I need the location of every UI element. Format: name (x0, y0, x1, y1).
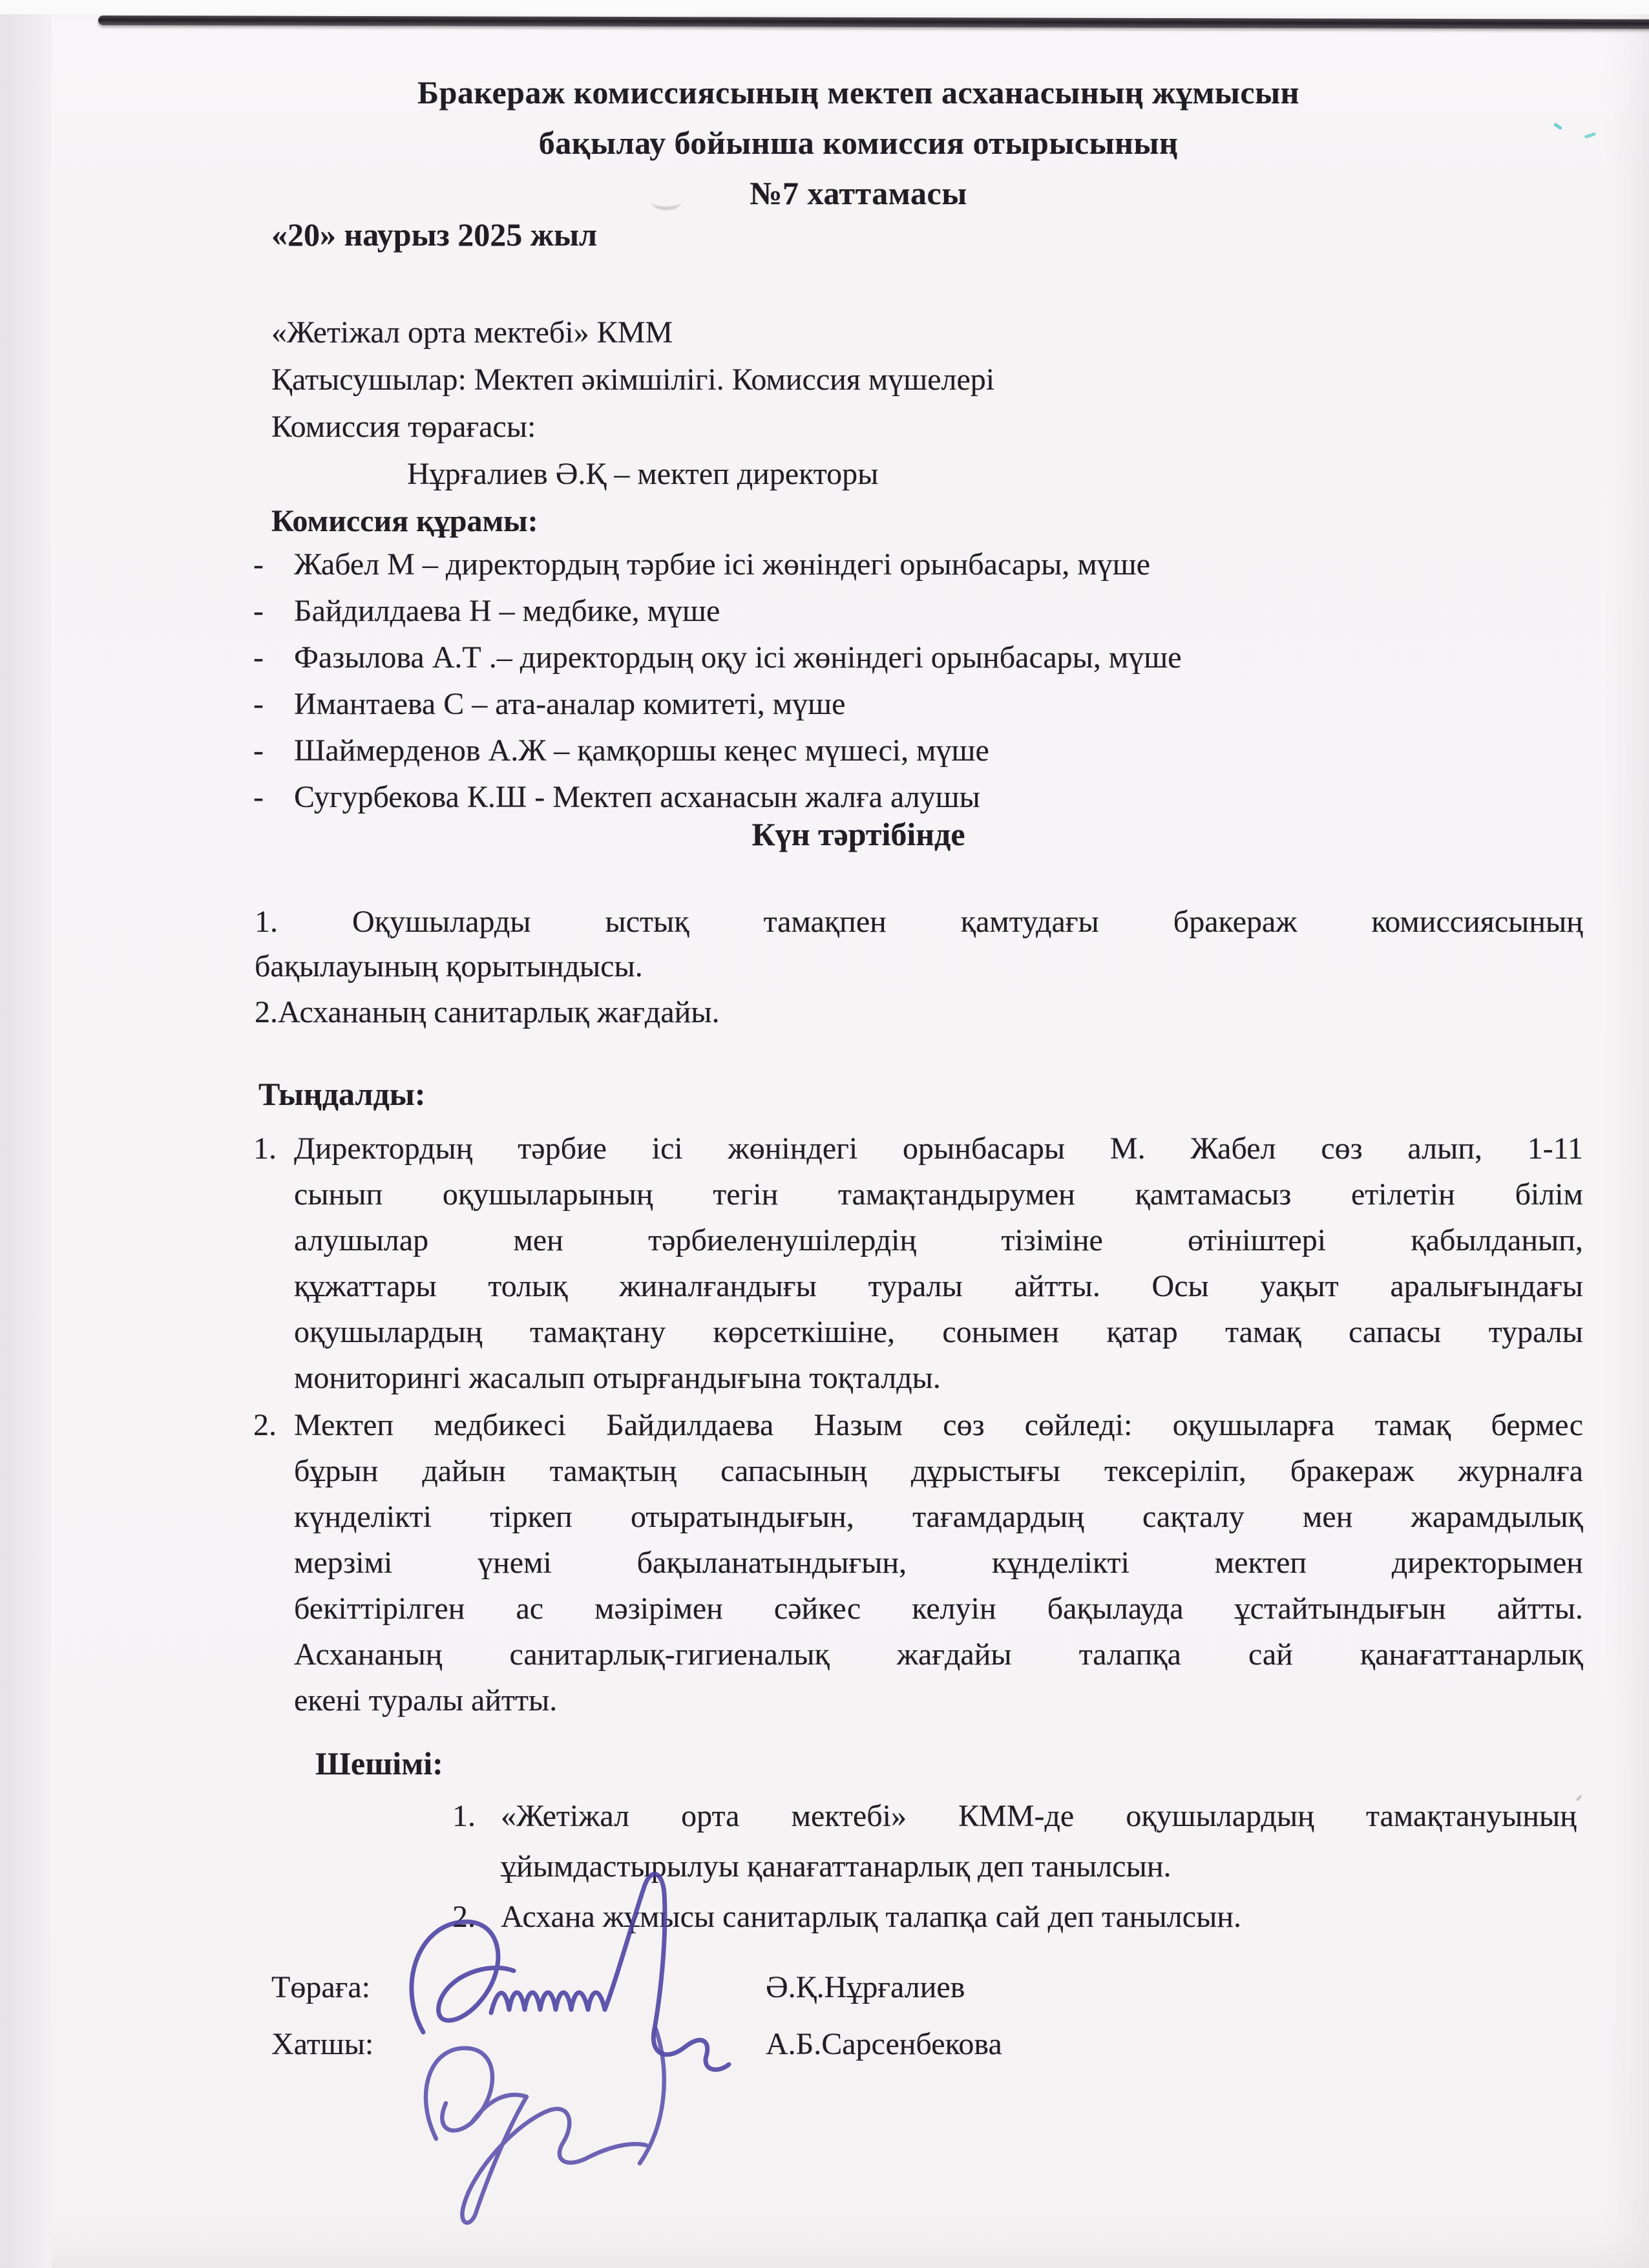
heard-item-2 (253, 1402, 1583, 1723)
scan-artifact-mark (1576, 1794, 1589, 1807)
member-text: Байдилдаева Н – медбике, мүше (294, 594, 720, 628)
member-text: Имантаева С – ата-аналар комитеті, мүше (294, 687, 846, 721)
heard-line: екені туралы айтты. (294, 1683, 558, 1717)
heard-line: мониторингі жасалып отырғандығына тоқталды. (294, 1361, 941, 1395)
heard-line: сынып оқушыларының тегін тамақтандырумен қамтамасыз етілетін білім (294, 1177, 1583, 1212)
header-info (271, 309, 1584, 545)
heard-line: Директордың тәрбие ісі жөніндегі орынбасары М. Жабел сөз алып, 1-11 (294, 1131, 1583, 1166)
member-row (253, 686, 1584, 733)
scanner-edge-strip (0, 0, 52, 2268)
agenda-item-1 (255, 899, 1583, 989)
member-text: Жабел М – директордың тәрбие ісі жөніндегі орынбасары, мүше (294, 547, 1151, 582)
heard-line: бекіттірілген ас мәзірімен сәйкес келуін бақылауда ұстайтындығын айтты. (294, 1591, 1583, 1626)
decision-line: «Жетіжал орта мектебі» КММ-де оқушылардың тамақтануының (501, 1799, 1577, 1833)
heard-line: бұрын дайын тамақтың сапасының дұрыстығы тексеріліп, бракераж журналға (294, 1454, 1583, 1488)
member-row (253, 593, 1584, 640)
list-dash: - (253, 640, 264, 675)
decision-heading: Шешімі: (315, 1745, 443, 1781)
signature-chairman-ink (412, 1874, 729, 2070)
scan-artifact-smudge (651, 194, 681, 210)
title-line: №7 хаттамасы (750, 175, 967, 211)
item-number: 1. (253, 1131, 277, 1166)
item-number: 2. (452, 1900, 476, 1934)
list-dash: - (253, 547, 264, 582)
signature-person-name: А.Б.Сарсенбекова (766, 2027, 1002, 2061)
composition-label: Комиссия құрамы: (271, 504, 538, 538)
page-top-edge (98, 16, 1649, 29)
signature-secretary-ink (426, 2029, 664, 2223)
chairman-name: Нұрғалиев Ә.Қ – мектеп директоры (407, 457, 879, 491)
heard-heading: Тыңдалды: (258, 1076, 426, 1112)
participants-line: Қатысушылар: Мектеп әкімшілігі. Комиссия мүшелері (271, 362, 995, 397)
page-top-sliver (0, 0, 1649, 14)
member-text: Шаймерденов А.Ж – қамқоршы кеңес мүшесі, мүше (294, 733, 989, 768)
heard-line: күнделікті тіркеп отыратындығын, тағамдардың сақталу мен жарамдылық (294, 1500, 1583, 1534)
chairman-label: Комиссия төрағасы: (271, 410, 536, 444)
decision-line: ұйымдастырылуы қанағаттанарлық деп танылсын. (501, 1849, 1171, 1884)
document-date: «20» наурыз 2025 жыл (271, 216, 598, 253)
heard-line: оқушылардың тамақтану көрсеткішіне, сонымен қатар тамақ сапасы туралы (294, 1315, 1583, 1349)
decision-line: Асхана жұмысы санитарлық талапқа сай деп танылсын. (501, 1900, 1241, 1934)
member-row (253, 733, 1584, 779)
list-dash: - (253, 733, 264, 768)
commission-members-list (253, 547, 1584, 826)
title-line: бақылау бойынша комиссия отырысының (538, 125, 1179, 161)
heard-line: Асхананың санитарлық-гигиеналық жағдайы талапқа сай қанағаттанарлық (294, 1637, 1583, 1672)
agenda-item-2: 2.Асхананың санитарлық жағдайы. (255, 995, 720, 1029)
agenda-line: бақылауының қорытындысы. (255, 949, 643, 983)
list-dash: - (253, 594, 264, 628)
signature-role-label: Хатшы: (271, 2027, 374, 2061)
signature-person-name: Ә.Қ.Нұрғалиев (766, 1970, 965, 2004)
list-dash: - (253, 780, 264, 814)
heard-item-1 (253, 1126, 1583, 1401)
organization-name: «Жетіжал орта мектебі» КММ (271, 315, 673, 350)
document-title (129, 67, 1588, 218)
handwritten-signatures-ink (362, 1867, 775, 2255)
member-row (253, 640, 1584, 686)
title-line: Бракераж комиссиясының мектеп асханасының жұмысын (417, 74, 1299, 110)
heard-line: құжаттары толық жиналғандығы туралы айтты. Осы уақыт аралығындағы (294, 1269, 1583, 1303)
member-text: Фазылова А.Т .– директордың оқу ісі жөніндегі орынбасары, мүше (294, 640, 1182, 675)
heard-line: алушылар мен тәрбиеленушілердің тізіміне өтініштері қабылданып, (294, 1223, 1583, 1257)
heard-line: мерзімі үнемі бақыланатындығын, кұнделікті мектеп директорымен (294, 1546, 1583, 1580)
heard-line: Мектеп медбикесі Байдилдаева Назым сөз сөйледі: оқушыларға тамақ бермес (294, 1408, 1583, 1442)
member-row (253, 547, 1584, 593)
item-number: 1. (452, 1799, 476, 1833)
list-dash: - (253, 687, 264, 721)
member-text: Сугурбекова К.Ш - Мектеп асханасын жалға алушы (294, 780, 980, 814)
item-number: 2. (253, 1408, 277, 1442)
signature-role-label: Төраға: (271, 1970, 370, 2004)
agenda-line: 1. Оқушыларды ыстық тамақпен қамтудағы бракераж комиссиясының (255, 905, 1583, 939)
agenda-heading: Күн тәртібінде (751, 816, 965, 852)
